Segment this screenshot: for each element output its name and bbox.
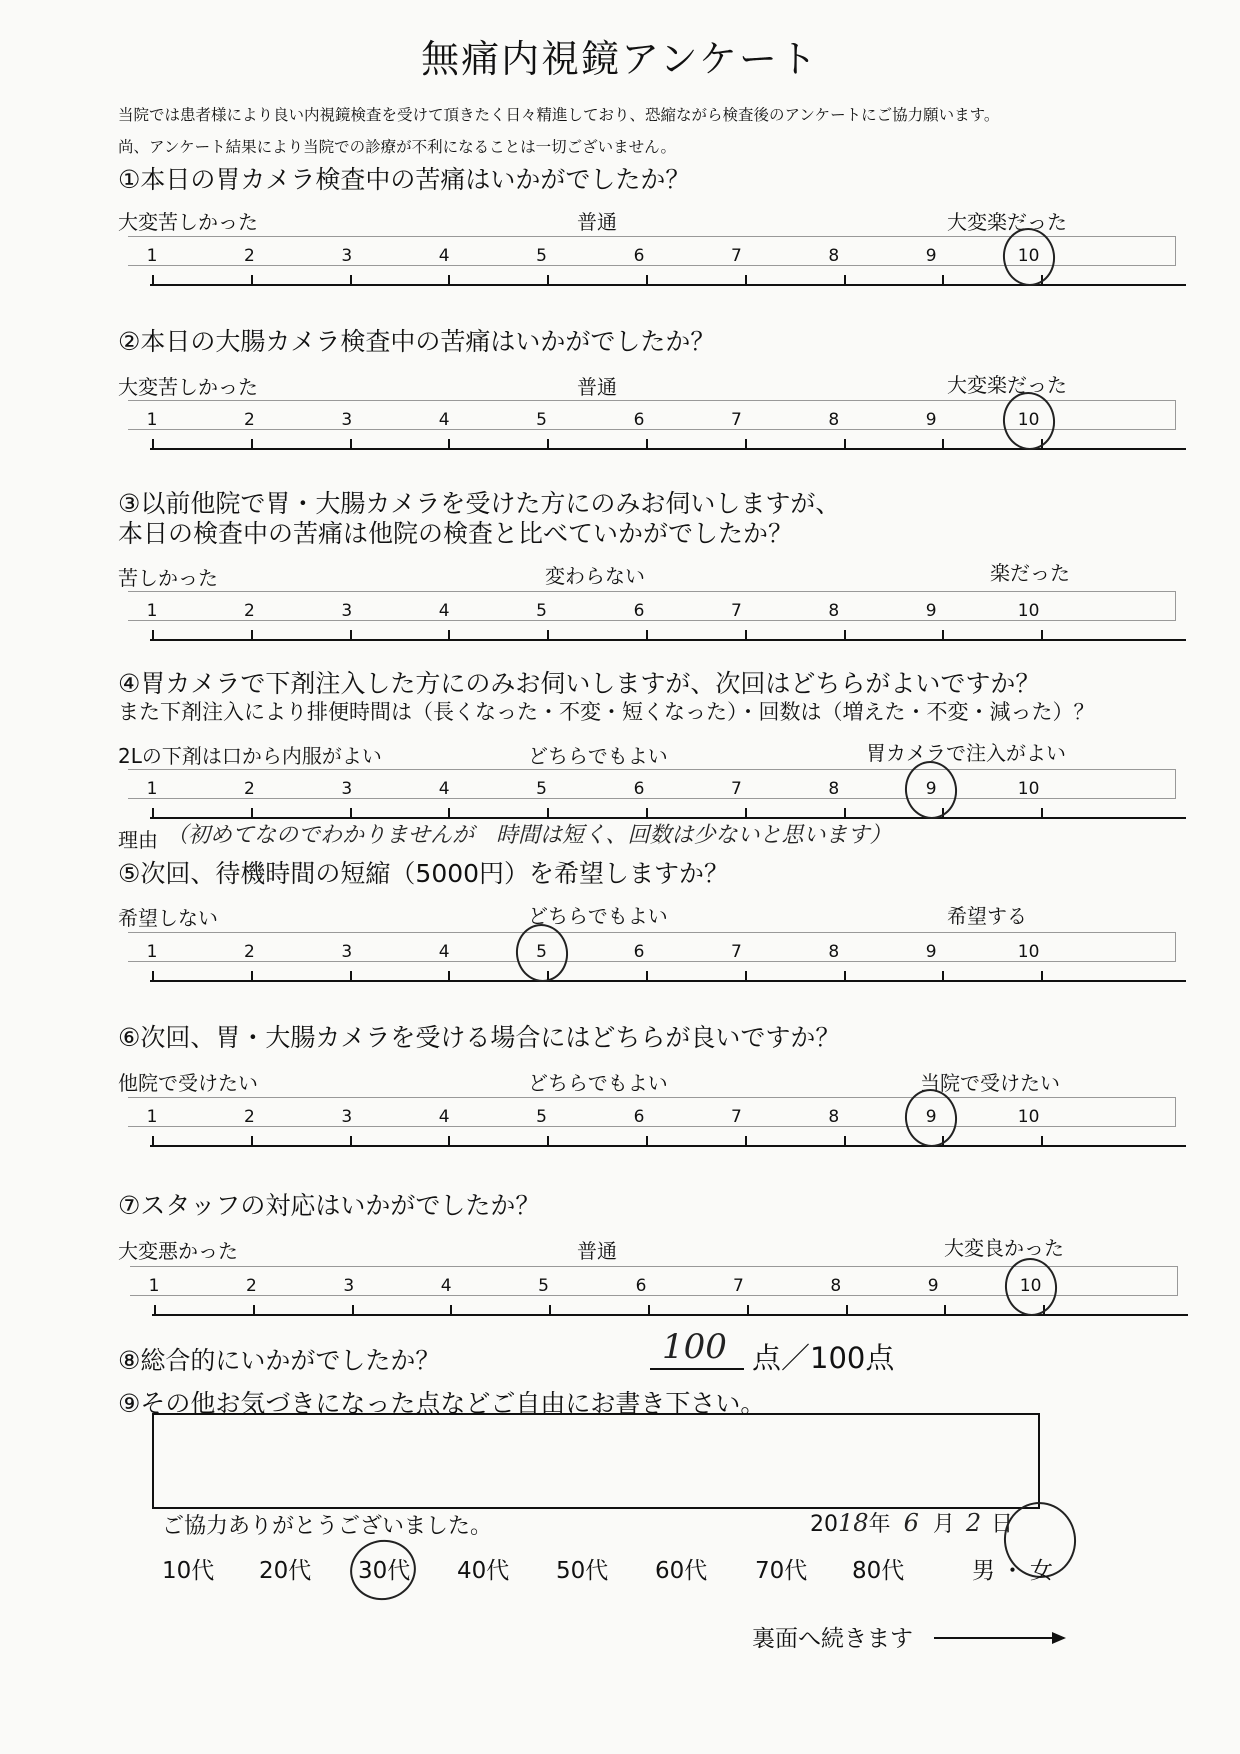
scale-tick: [942, 630, 944, 640]
scale-option-2[interactable]: 2: [243, 1107, 255, 1127]
scale-option-9[interactable]: 9: [925, 601, 937, 621]
scale-tick: [745, 630, 747, 640]
scale-tick: [942, 275, 944, 285]
scale-option-8[interactable]: 8: [828, 779, 840, 799]
scale-tick: [448, 1136, 450, 1146]
scale-tick: [846, 1305, 848, 1315]
q4-label-left: 2Lの下剤は口から内服がよい: [118, 744, 382, 768]
q2-label-right: 大変楽だった: [947, 373, 1067, 397]
scale-tick: [352, 1305, 354, 1315]
scale-option-1[interactable]: 1: [146, 1107, 158, 1127]
scale-tick: [844, 1136, 846, 1146]
scale-option-7[interactable]: 7: [730, 942, 742, 962]
scale-tick: [448, 971, 450, 981]
survey-title: 無痛内視鏡アンケート: [421, 37, 819, 81]
question-3-line-1: ③以前他院で胃・大腸カメラを受けた方にのみお伺いしますが、: [118, 489, 841, 518]
q4-scale[interactable]: [118, 769, 1202, 865]
scale-option-7[interactable]: 7: [730, 410, 742, 430]
scale-option-3[interactable]: 3: [343, 1276, 355, 1296]
scale-option-6[interactable]: 6: [633, 246, 645, 266]
scale-option-2[interactable]: 2: [245, 1276, 257, 1296]
q1-label-left: 大変苦しかった: [118, 210, 258, 234]
scale-option-3[interactable]: 3: [341, 779, 353, 799]
date-year-handwritten[interactable]: 18: [838, 1509, 869, 1537]
scale-option-6[interactable]: 6: [633, 410, 645, 430]
question-8: ⑧総合的にいかがでしたか？: [118, 1346, 441, 1375]
scale-tick: [747, 1305, 749, 1315]
scale-option-9[interactable]: 9: [925, 410, 937, 430]
scale-option-9[interactable]: 9: [927, 1276, 939, 1296]
score-handwritten[interactable]: 100: [662, 1327, 727, 1367]
gender-separator: ・: [1001, 1558, 1024, 1584]
thanks-text: ご協力ありがとうございました。: [162, 1514, 493, 1539]
scale-tick: [448, 630, 450, 640]
scale-option-7[interactable]: 7: [730, 1107, 742, 1127]
scale-option-2[interactable]: 2: [243, 779, 255, 799]
q1-scale[interactable]: [118, 236, 1202, 332]
scale-tick: [547, 808, 549, 818]
scale-option-1[interactable]: 1: [146, 601, 158, 621]
scale-option-5[interactable]: 5: [536, 942, 548, 962]
scale-option-2[interactable]: 2: [243, 601, 255, 621]
scale-option-8[interactable]: 8: [830, 1276, 842, 1296]
gender-male[interactable]: 男: [972, 1558, 995, 1584]
q4-reason-label: 理由: [118, 828, 158, 852]
scale-option-2[interactable]: 2: [243, 246, 255, 266]
scale-tick: [844, 630, 846, 640]
scale-tick: [350, 1136, 352, 1146]
q3-label-mid: 変わらない: [545, 564, 645, 588]
scale-tick: [646, 275, 648, 285]
scale-tick: [1041, 808, 1043, 818]
scale-tick: [942, 439, 944, 449]
scale-option-10[interactable]: 10: [1017, 1107, 1040, 1127]
scale-option-9[interactable]: 9: [925, 1107, 937, 1127]
question-5: ⑤次回、待機時間の短縮（5000円）を希望しますか？: [118, 859, 730, 888]
scale-option-4[interactable]: 4: [440, 1276, 452, 1296]
scale-option-7[interactable]: 7: [732, 1276, 744, 1296]
q1-label-mid: 普通: [577, 210, 617, 234]
scale-option-1[interactable]: 1: [146, 779, 158, 799]
question-1: ①本日の胃カメラ検査中の苦痛はいかがでしたか？: [118, 165, 691, 194]
scale-option-4[interactable]: 4: [438, 1107, 450, 1127]
selected-circle-mark: [999, 389, 1059, 454]
scale-option-6[interactable]: 6: [633, 1107, 645, 1127]
date-day-handwritten[interactable]: 2: [965, 1509, 982, 1537]
scale-option-5[interactable]: 5: [536, 1107, 548, 1127]
scale-tick: [350, 275, 352, 285]
scale-option-1[interactable]: 1: [146, 410, 158, 430]
scale-option-4[interactable]: 4: [438, 942, 450, 962]
q7-label-mid: 普通: [577, 1239, 617, 1263]
q2-scale[interactable]: [118, 400, 1202, 496]
scale-tick: [350, 630, 352, 640]
scale-option-4[interactable]: 4: [438, 246, 450, 266]
scale-tick: [1041, 1136, 1043, 1146]
scale-option-2[interactable]: 2: [243, 410, 255, 430]
scale-option-1[interactable]: 1: [146, 942, 158, 962]
q4-label-mid: どちらでもよい: [528, 744, 668, 768]
scale-option-8[interactable]: 8: [828, 410, 840, 430]
scale-tick: [350, 971, 352, 981]
scale-option-4[interactable]: 4: [438, 779, 450, 799]
scale-baseline: [150, 980, 1186, 982]
q5-label-mid: どちらでもよい: [528, 904, 668, 928]
question-6: ⑥次回、胃・大腸カメラを受ける場合にはどちらが良いですか？: [118, 1023, 841, 1052]
scale-tick: [152, 439, 154, 449]
scale-tick: [646, 971, 648, 981]
age-option[interactable]: 30代: [358, 1558, 411, 1584]
scale-tick: [745, 808, 747, 818]
scale-option-9[interactable]: 9: [925, 779, 937, 799]
intro-line-1: 当院では患者様により良い内視鏡検査を受けて頂きたく日々精進しており、恐縮ながら検査後のアンケートにご協力願います。: [118, 106, 1000, 124]
scale-option-10[interactable]: 10: [1017, 779, 1040, 799]
scale-option-3[interactable]: 3: [341, 246, 353, 266]
q5-scale[interactable]: [118, 932, 1202, 1028]
q5-label-left: 希望しない: [118, 906, 218, 930]
score-suffix: 点／100点: [752, 1341, 895, 1375]
scale-tick: [745, 275, 747, 285]
scale-tick: [646, 1136, 648, 1146]
q2-label-left: 大変苦しかった: [118, 375, 258, 399]
scale-tick: [646, 808, 648, 818]
scale-tick: [745, 439, 747, 449]
q5-label-right: 希望する: [947, 904, 1027, 928]
q4-reason-handwritten[interactable]: （初めてなのでわかりませんが 時間は短く、回数は少ないと思います）: [166, 823, 892, 848]
scale-tick: [648, 1305, 650, 1315]
scale-tick: [547, 439, 549, 449]
scale-tick: [251, 275, 253, 285]
scale-option-3[interactable]: 3: [341, 410, 353, 430]
scale-tick: [942, 971, 944, 981]
gender-female[interactable]: 女: [1030, 1558, 1053, 1584]
age-option[interactable]: 10代: [162, 1558, 215, 1584]
scale-tick: [251, 808, 253, 818]
scale-tick: [251, 971, 253, 981]
q6-label-left: 他院で受けたい: [118, 1071, 258, 1095]
scale-tick: [251, 630, 253, 640]
scale-option-5[interactable]: 5: [536, 779, 548, 799]
date-month-label: 月: [932, 1512, 955, 1537]
scale-option-8[interactable]: 8: [828, 246, 840, 266]
date-month-handwritten[interactable]: 6: [903, 1509, 919, 1537]
scale-tick: [1041, 971, 1043, 981]
q7-label-left: 大変悪かった: [118, 1239, 238, 1263]
scale-option-1[interactable]: 1: [146, 246, 158, 266]
scale-tick: [547, 1136, 549, 1146]
scale-option-4[interactable]: 4: [438, 410, 450, 430]
scale-tick: [844, 439, 846, 449]
scale-option-6[interactable]: 6: [633, 601, 645, 621]
scale-tick: [152, 630, 154, 640]
selected-circle-mark: [512, 921, 572, 986]
scale-option-5[interactable]: 5: [536, 601, 548, 621]
scale-tick: [350, 808, 352, 818]
scale-tick: [646, 630, 648, 640]
date-year-label: 年: [868, 1512, 891, 1537]
q2-label-mid: 普通: [577, 375, 617, 399]
date-day-label: 日: [991, 1512, 1014, 1537]
continue-text: 裏面へ続きます: [752, 1626, 913, 1652]
scale-tick: [745, 1136, 747, 1146]
scale-tick: [448, 439, 450, 449]
scale-tick: [844, 971, 846, 981]
question-9: ⑨その他お気づきになった点などご自由にお書き下さい。: [118, 1389, 766, 1418]
scale-option-4[interactable]: 4: [438, 601, 450, 621]
scale-tick: [547, 630, 549, 640]
scale-tick: [154, 1305, 156, 1315]
scale-tick: [448, 808, 450, 818]
question-2: ②本日の大腸カメラ検査中の苦痛はいかがでしたか？: [118, 327, 716, 356]
scale-baseline: [150, 639, 1186, 641]
scale-tick: [549, 1305, 551, 1315]
scale-tick: [745, 971, 747, 981]
q6-label-mid: どちらでもよい: [528, 1071, 668, 1095]
scale-option-7[interactable]: 7: [730, 601, 742, 621]
gender-options: [972, 1552, 1053, 1585]
age-option[interactable]: 80代: [852, 1558, 905, 1584]
age-option[interactable]: 60代: [655, 1558, 708, 1584]
age-option[interactable]: 20代: [259, 1558, 312, 1584]
scale-tick: [253, 1305, 255, 1315]
scale-tick: [450, 1305, 452, 1315]
scale-option-1[interactable]: 1: [148, 1276, 160, 1296]
scale-option-5[interactable]: 5: [536, 246, 548, 266]
scale-option-6[interactable]: 6: [635, 1276, 647, 1296]
scale-tick: [251, 1136, 253, 1146]
question-3-line-2: 本日の検査中の苦痛は他院の検査と比べていかがでしたか？: [118, 519, 794, 548]
scale-option-10[interactable]: 10: [1019, 1276, 1042, 1296]
scale-option-10[interactable]: 10: [1017, 601, 1040, 621]
selected-circle-mark: [1001, 1255, 1061, 1320]
age-option[interactable]: 50代: [556, 1558, 609, 1584]
scale-tick: [152, 275, 154, 285]
scale-option-3[interactable]: 3: [341, 942, 353, 962]
scale-option-10[interactable]: 10: [1017, 410, 1040, 430]
scale-option-2[interactable]: 2: [243, 942, 255, 962]
scale-tick: [844, 808, 846, 818]
comment-box[interactable]: [152, 1413, 1040, 1509]
scale-option-5[interactable]: 5: [536, 410, 548, 430]
age-option[interactable]: 70代: [755, 1558, 808, 1584]
q3-label-right: 楽だった: [990, 561, 1070, 585]
scale-tick: [1041, 630, 1043, 640]
date-row: [810, 1507, 1013, 1538]
question-4-line-1: ④胃カメラで下剤注入した方にのみお伺いしますが、次回はどちらがよいですか？: [118, 669, 1041, 698]
age-selected-circle: [344, 1534, 421, 1606]
scale-option-10[interactable]: 10: [1017, 246, 1040, 266]
scale-option-6[interactable]: 6: [633, 942, 645, 962]
scale-tick: [350, 439, 352, 449]
scale-option-8[interactable]: 8: [828, 1107, 840, 1127]
q1-label-right: 大変楽だった: [947, 210, 1067, 234]
scale-option-8[interactable]: 8: [828, 601, 840, 621]
date-year-prefix: 20: [810, 1512, 838, 1537]
scale-tick: [844, 275, 846, 285]
scale-option-3[interactable]: 3: [341, 601, 353, 621]
question-4-line-2: また下剤注入により排便時間は（長くなった・不変・短くなった）・回数は（増えた・不変・減った）？: [118, 700, 1095, 724]
scale-tick: [251, 439, 253, 449]
continue-arrow-icon: [934, 1637, 1064, 1639]
scale-tick: [944, 1305, 946, 1315]
scale-tick: [152, 808, 154, 818]
scale-tick: [646, 439, 648, 449]
age-option[interactable]: 40代: [457, 1558, 510, 1584]
scale-option-5[interactable]: 5: [538, 1276, 550, 1296]
q3-label-left: 苦しかった: [118, 566, 218, 590]
selected-circle-mark: [901, 758, 961, 823]
q6-label-right: 当院で受けたい: [920, 1071, 1060, 1095]
question-7: ⑦スタッフの対応はいかがでしたか？: [118, 1191, 541, 1220]
scale-tick: [152, 1136, 154, 1146]
scale-option-10[interactable]: 10: [1017, 942, 1040, 962]
scale-option-9[interactable]: 9: [925, 246, 937, 266]
scale-option-9[interactable]: 9: [925, 942, 937, 962]
intro-line-2: 尚、アンケート結果により当院での診療が不利になることは一切ございません。: [118, 138, 677, 156]
q7-label-right: 大変良かった: [944, 1236, 1064, 1260]
scale-tick: [152, 971, 154, 981]
scale-option-3[interactable]: 3: [341, 1107, 353, 1127]
scale-baseline: [150, 1145, 1186, 1147]
scale-option-8[interactable]: 8: [828, 942, 840, 962]
q6-scale[interactable]: [118, 1097, 1202, 1193]
scale-option-7[interactable]: 7: [730, 246, 742, 266]
score-underline: [650, 1368, 744, 1370]
scale-tick: [448, 275, 450, 285]
scale-option-7[interactable]: 7: [730, 779, 742, 799]
scale-option-6[interactable]: 6: [633, 779, 645, 799]
q4-label-right: 胃カメラで注入がよい: [866, 741, 1066, 765]
scale-tick: [547, 275, 549, 285]
